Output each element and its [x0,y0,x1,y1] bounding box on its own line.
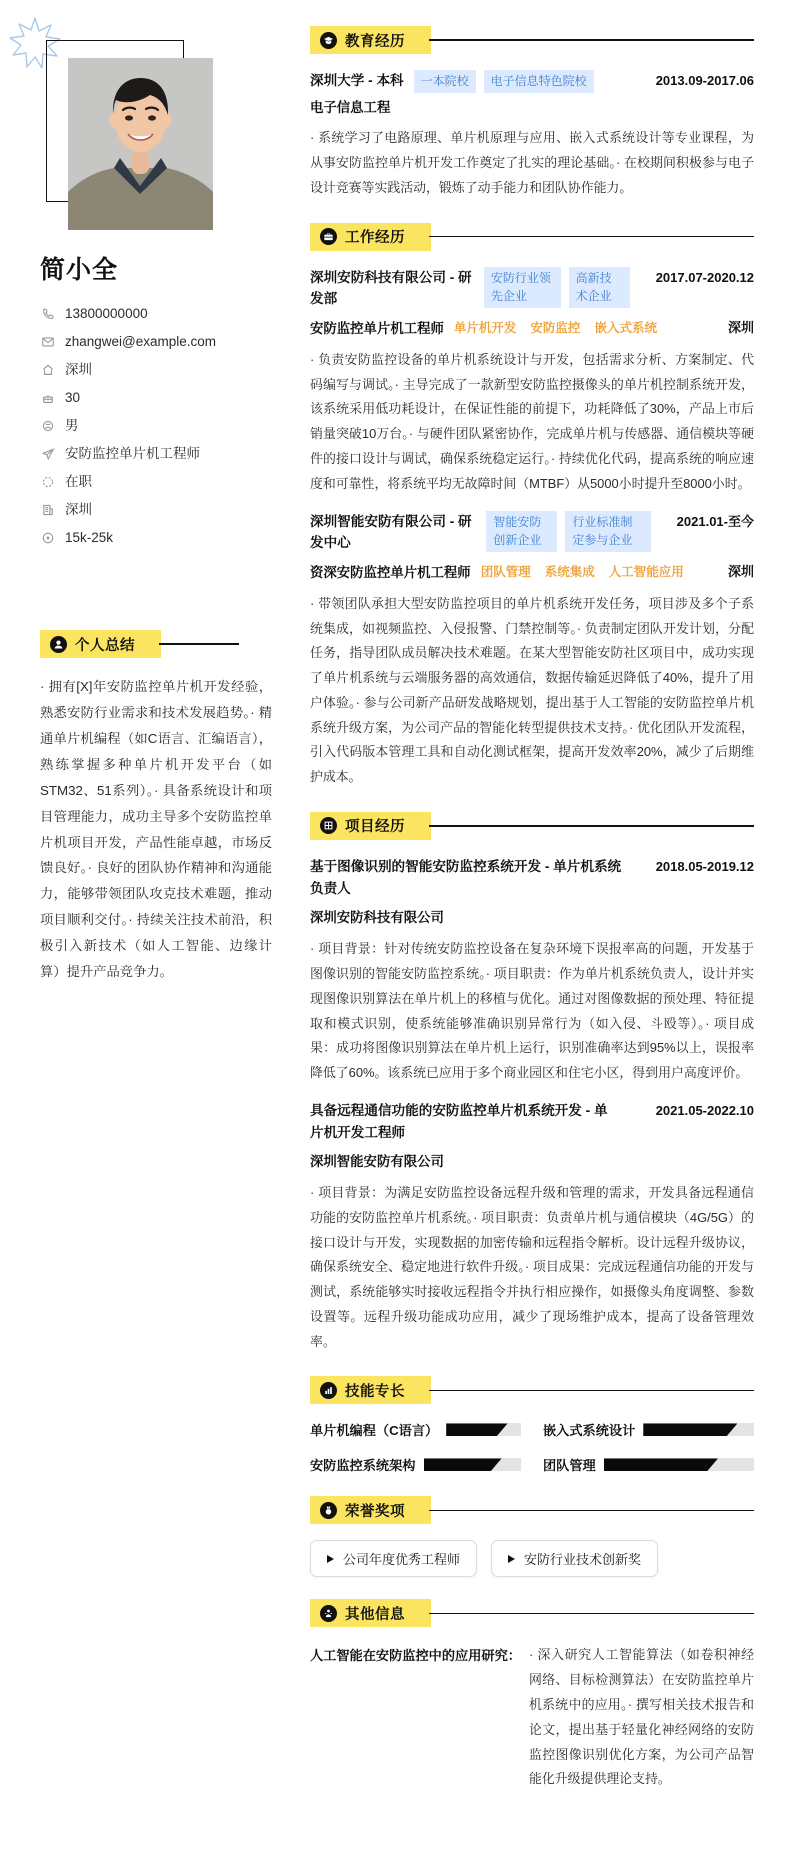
section-title: 工作经历 [345,230,405,247]
skill-label: 嵌入式系统设计 [543,1423,636,1439]
company-tag: 安防行业领先企业 [484,267,561,308]
company-tag: 智能安防创新企业 [486,511,557,552]
school-tag: 一本院校 [414,70,476,93]
work-description: · 负责安防监控设备的单片机系统设计与开发，包括需求分析、方案制定、代码编写与调试。· 主导完成了一款新型安防监控摄像头的单片机控制系统开发，该系统采用低功耗设计，在保证性能的前提下，功耗降低了30%，产品上市后销量突破10万台。· 与硬件团队紧密协作，完成单片机与传感器、通信模块等硬件的接口设计与调试，确保系统稳定运行。· 持续优化代码，提高系统的响应速度和可靠性，将系统平均无故障时间（MTBF）从5000小时提升至8000小时。 [310,351,754,491]
award-list [310,1540,754,1577]
skill-progress-fill [446,1423,507,1436]
role-tag: 嵌入式系统 [594,321,657,336]
company-name: 深圳智能安防有限公司 - 研发中心 [310,513,472,551]
role-tags [454,318,657,338]
project-date: 2021.05-2022.10 [655,1102,754,1118]
education-entry-head [310,70,754,93]
work-date: 2021.01-至今 [676,513,754,529]
other-info-row [310,1643,754,1792]
other-info-text: · 深入研究人工智能算法（如卷积神经网络、目标检测算法）在安防监控单片机系统中的应用。· 撰写相关技术报告和论文，提出基于轻量化神经网络的安防监控图像识别优化方案，为公司产品智能化升级提供理论支持。 [529,1647,754,1787]
work-entry [310,511,754,790]
role-name: 安防监控单片机工程师 [310,321,444,337]
skill-row [543,1455,754,1474]
triangle-bullet-icon [327,1555,334,1563]
home-icon [40,363,55,378]
contact-value: 30 [65,390,81,405]
major-name: 电子信息工程 [310,99,391,115]
company-tags [486,511,650,552]
education-entry [310,70,754,201]
role-tag: 人工智能应用 [608,565,684,580]
graduation-cap-icon [320,32,337,49]
section-band [310,26,431,54]
company-tag: 高新技术企业 [569,267,630,308]
skill-row [543,1420,754,1439]
skill-progress-fill [643,1423,737,1436]
section-band [310,812,431,840]
role-tag: 系统集成 [544,565,595,580]
award-chip[interactable] [310,1540,477,1577]
role-tags [481,562,684,582]
contact-item-location [40,496,272,524]
project-name: 基于图像识别的智能安防监控系统开发 - 单片机系统负责人 [310,858,622,896]
status-icon [40,475,55,490]
left-sidebar [0,0,300,1015]
cake-icon [40,391,55,406]
briefcase-icon [320,228,337,245]
grid-icon [320,817,337,834]
skill-progress-track [446,1423,521,1436]
section-rule [429,236,754,237]
project-company: 深圳安防科技有限公司 [310,910,444,926]
section-header-projects [310,812,754,840]
skill-progress-track [424,1458,522,1471]
main-content [300,0,794,1854]
project-entry [310,1100,754,1355]
phone-icon [40,307,55,322]
project-name: 具备远程通信功能的安防监控单片机系统开发 - 单片机开发工程师 [310,1102,608,1140]
skill-progress-track [643,1423,754,1436]
work-role-row [310,562,754,585]
medal-icon [320,1502,337,1519]
work-date: 2017.07-2020.12 [655,269,754,285]
contact-value: 男 [65,418,79,433]
section-rule [429,1390,754,1391]
section-education [310,26,754,201]
contact-item-position [40,440,272,468]
work-entry-head [310,267,754,311]
contact-value: zhangwei@example.com [65,334,217,349]
contact-item-gender [40,412,272,440]
project-entry-head [310,856,754,900]
work-entry [310,267,754,497]
salary-icon [40,531,55,546]
skill-label: 安防监控系统架构 [310,1458,416,1474]
skill-progress-fill [604,1458,718,1471]
project-description: · 项目背景：为满足安防监控设备远程升级和管理的需求，开发具备远程通信功能的安防监控单片机系统。· 项目职责：负责单片机与通信模块（4G/5G）的接口设计与开发，实现数据的加密传输和远程指令解析。设计远程升级协议，确保系统安全、稳定地进行软件升级。· 项目成果：完成远程通信功能的开发与测试，系统能够实时接收远程指令并执行相应操作，如摄像头角度调整、参数设置等。远程升级功能成功应用，减少了现场维护成本，提高了设备管理效率。 [310,1185,754,1349]
contact-value: 在职 [65,474,92,489]
section-title: 个人总结 [75,637,135,654]
education-description: · 系统学习了电路原理、单片机原理与应用、嵌入式系统设计等专业课程，为从事安防监控单片机开发工作奠定了扎实的理论基础。· 在校期间积极参与电子设计竞赛等实践活动，锻炼了动手能力和团队协作能力。 [310,130,754,195]
role-tag: 单片机开发 [453,321,517,336]
contact-value: 13800000000 [65,306,148,321]
info-badge-icon [320,1605,337,1622]
section-skills [310,1376,754,1474]
section-rule [429,825,754,826]
award-label: 公司年度优秀工程师 [343,1552,461,1568]
section-band [310,1496,431,1524]
section-title: 教育经历 [345,33,405,50]
section-band [40,630,161,658]
contact-item-salary [40,524,272,552]
avatar [68,58,213,230]
contact-value: 深圳 [65,362,92,377]
work-location: 深圳 [727,564,754,580]
award-label: 安防行业技术创新奖 [524,1552,642,1568]
bar-chart-icon [320,1382,337,1399]
contact-item-status [40,468,272,496]
section-projects [310,812,754,1355]
contact-item-email [40,328,272,356]
paper-plane-icon [40,447,55,462]
section-band [310,223,431,251]
user-badge-icon [50,636,67,653]
contact-value: 安防监控单片机工程师 [65,446,200,461]
section-title: 项目经历 [345,819,405,836]
company-tag: 行业标准制定参与企业 [565,511,650,552]
skill-row [310,1420,521,1439]
section-header-work [310,223,754,251]
section-title: 荣誉奖项 [345,1503,405,1520]
contact-item-phone [40,300,272,328]
contact-list [40,300,272,552]
school-tag: 电子信息特色院校 [484,70,594,93]
section-header-skills [310,1376,754,1404]
company-name: 深圳安防科技有限公司 - 研发部 [310,269,472,307]
summary-text: · 拥有[X]年安防监控单片机开发经验，熟悉安防行业需求和技术发展趋势。· 精通单片机编程（如C语言、汇编语言），熟练掌握多种单片机开发平台（如STM32、51系列）。· 具备系统设计和项目管理能力，成功主导多个安防监控单片机项目开发，产品性能卓越，市场反馈良好。· 良好的团队协作精神和沟通能力，能够带领团队攻克技术难题，推动项目顺利交付。· 持续关注技术前沿，积极引入新技术（如人工智能、边缘计算）提升产品竞争力。 [40,679,272,980]
building-icon [40,503,55,518]
school-tags [414,70,594,93]
section-rule [429,1510,754,1511]
section-band [310,1599,431,1627]
education-date: 2013.09-2017.06 [655,73,754,88]
triangle-bullet-icon [508,1555,515,1563]
skill-progress-fill [424,1458,502,1471]
company-tags [484,267,630,308]
work-role-row [310,318,754,341]
award-chip[interactable] [491,1540,658,1577]
section-other [310,1599,754,1792]
section-header-awards [310,1496,754,1524]
photo-block [46,40,216,230]
work-description: · 带领团队承担大型安防监控项目的单片机系统开发任务，项目涉及多个子系统集成，如视频监控、入侵报警、门禁控制等。· 负责制定团队开发计划，分配任务，指导团队成员解决技术难题。在某大型智能安防社区项目中，成功实现了单片机系统与云端服务器的高效通信，数据传输延迟降低了40%，提升了用户体验。· 参与公司新产品研发战略规划，提出基于人工智能的安防监控单片机系统升级方案，为公司产品的智能化转型提供技术支持。· 优化团队开发流程，引入代码版本管理工具和自动化测试框架，提高开发效率20%，减少了后期维护成本。 [310,595,754,785]
project-entry [310,856,754,1086]
role-tag: 团队管理 [480,565,531,580]
section-rule [159,643,239,644]
skill-label: 团队管理 [543,1458,596,1474]
section-rule [429,1613,754,1614]
skill-grid [310,1420,754,1474]
work-entry-head [310,511,754,555]
contact-value: 深圳 [65,502,92,517]
section-work [310,223,754,790]
section-awards [310,1496,754,1577]
project-description: · 项目背景：针对传统安防监控设备在复杂环境下误报率高的问题，开发基于图像识别的智能安防监控系统。· 项目职责：作为单片机系统负责人，设计并实现图像识别算法在单片机上的移植与优化。通过对图像数据的预处理、特征提取和模式识别，使系统能够准确识别异常行为（如入侵、斗殴等）。· 项目成果：成功将图像识别算法在单片机上运行，识别准确率达到95%以上，误报率降低了60%。该系统已应用于多个商业园区和住宅小区，得到用户高度评价。 [310,941,754,1081]
section-band [310,1376,431,1404]
contact-item-age [40,384,272,412]
section-rule [429,39,754,40]
project-company: 深圳智能安防有限公司 [310,1154,444,1170]
school-name: 深圳大学 - 本科 [310,73,404,88]
work-location: 深圳 [727,320,754,336]
page-title: 简小全 [40,256,119,284]
skill-progress-track [604,1458,754,1471]
project-entry-head [310,1100,754,1144]
gender-icon [40,419,55,434]
section-title: 技能专长 [345,1383,405,1400]
section-header-other [310,1599,754,1627]
mail-icon [40,335,55,350]
contact-item-city [40,356,272,384]
section-header-education [310,26,754,54]
contact-value: 15k-25k [65,530,114,545]
other-info-label: 人工智能在安防监控中的应用研究： [310,1648,521,1664]
skill-label: 单片机编程（C语言） [310,1423,439,1439]
skill-row [310,1455,521,1474]
role-name: 资深安防监控单片机工程师 [310,565,471,581]
section-title: 其他信息 [345,1606,405,1623]
project-date: 2018.05-2019.12 [655,858,754,874]
role-tag: 安防监控 [530,321,581,336]
section-header-summary [40,630,272,658]
